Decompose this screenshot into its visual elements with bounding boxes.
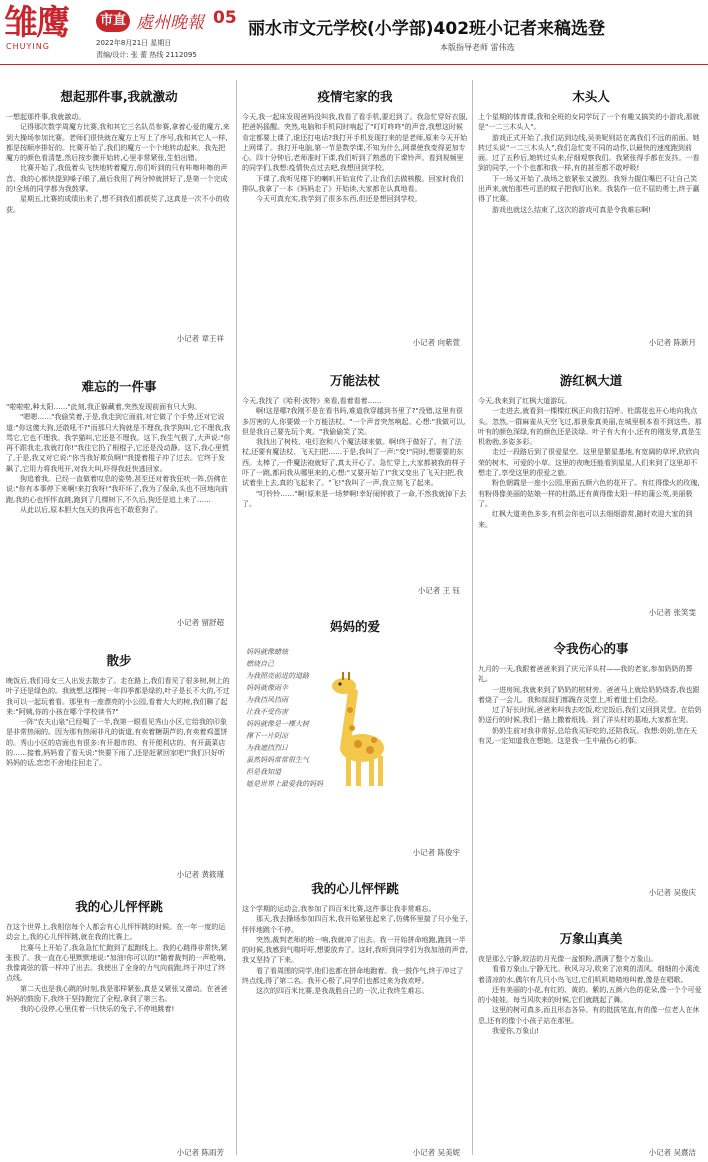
column-divider	[236, 80, 237, 1155]
article-title: 想起那件事,我就激动	[60, 89, 178, 104]
article	[478, 372, 704, 620]
article-title: 我的心儿怦怦跳	[311, 881, 399, 896]
article	[478, 930, 704, 1160]
article-byline: 小记者 向紫萱	[412, 338, 460, 347]
article-body: 一想起那件事,我就激动。 记得那次数学周魔方比赛,我和其它三名队员参赛,拿着心爱的魔方,来到大操场参加比赛。老师们很快就在魔方上写上了序号,我和其它人一样,都是按顺序排好的。比赛开始了,我们的魔方一个个地转动起来。我先把魔方的颜色看清楚,然后按步骤开始转,心里非常紧张,生怕出错。 比赛开始了,我低着头飞快地转着魔方,你们听到的只有咔嚓咔嚓的声音。我的心都快提到嗓子眼了,最后我用了两分钟就拼好了,是第一个完成的!全场的同学都为我鼓掌。 星期五,比赛的成绩出来了,想不到我们都获奖了,这真是一次不小的收获。	[6, 113, 230, 214]
article	[6, 88, 232, 346]
article-title: 游红枫大道	[559, 373, 623, 388]
article	[242, 880, 468, 1160]
article-body: 晚饭后,我们母女三人出发去散步了。走在路上,我们看见了很多树,树上的叶子还是绿色的。我就想,这棵树一年四季都是绿的,叶子是长不大的,不过我可以一起玩着看。那里有一座漂亮的小公园,看着大大的树,我们聊了起来:"阿姨,你的小孩在哪个学校读书?" 一阵"农夫山泉"已经喝了一半,我第一眼看见秀山小区,它给我的印象是非常热闹的。因为那有热闹非凡的街道,有卖着糖葫芦的,有卖着鸡蛋饼的。秀山小区的店面也有很多:有开超市的、有开便利店的、有开蔬菜店的……接着,妈妈看了看天说:"快要下雨了,还是赶紧回家吧!"我们只好听妈妈的话,恋恋不舍地往回走了。	[6, 677, 230, 768]
article	[242, 88, 468, 350]
article-body: 今天,我来到了红枫大道游玩。 一走进去,就看到一棵棵红枫正向我打招呼。杜鹃花也开心地向我点头。忽然,一群麻雀从天空飞过,那景象真美丽,在城里根本看不到这些。那叶有的颜色深绿,有的颜色还是淡绿。叶子有大有小,还有的刚发芽,真是生机勃勃,多姿多彩。 走过一段路后到了很爱星空。这里是繁星基地,有宽阔的草坪,欣欣向荣的树木、可爱的小草。这里的夜晚还能看到星星,人们来到了这里却不想走了,享受这里的很爱之旅。 粉色朝霞是一座小公园,里面五颜六色的花开了。有红得像火的玫瑰,有粉得像美丽的姑娘一样的杜鹃,还有黄得像太阳一样的蒲公英,美丽极了。 红枫大道美色多多,有机会你也可以去细细游赏,随时欢迎大家的到来。	[478, 397, 702, 529]
article-byline: 小记者 张笑雯	[648, 608, 696, 617]
article	[478, 88, 704, 350]
article-byline: 小记者 吴熹洁	[648, 1148, 696, 1157]
editor-info: 责编/设计: 张 蕾 热线 2112095	[96, 51, 197, 59]
article	[242, 618, 468, 860]
article-title: 木头人	[572, 89, 610, 104]
page-number: 05	[213, 8, 237, 28]
masthead-divider	[0, 64, 708, 65]
article	[478, 640, 704, 900]
article-body: 今天,我找了《哈利·波特》来看,看着看着…… 啊!这是哪?我刚不是在看书吗,难道我穿越到书里了?"没错,这里有很多厉害的人,你要做一个万能法杖。"一个声音突然响起。心想:"我做可以,但是我自己要先玩个爽。"我偷偷笑了笑。 我找出了树枝、电灯泡和八个魔法球来做。啊!终于做好了。有了法杖,还要有魔法杖、飞天扫把……于是,我叫了一声:"变!"同时,想要要的东西。太棒了,一件魔法袍就好了,真太开心了。急忙穿上,大家都被我的样子吓了一跳,都问我从哪里来的,心想:"又要开始了!"我又变出了飞天扫把,我试着坐上去,真的飞起来了。"飞!"我叫了一声,我立刻飞了起来。 "叮铃铃……"啊!原来是一场梦啊!幸好闹钟救了一命,不然我就掉下去了。	[242, 397, 467, 508]
article-body: 九月的一天,我跟着爸爸来到了庆元洋头村——我的老家,参加奶奶的葬礼。 一进房间,我就来到了奶奶的棺材旁。爸爸马上就给奶奶烧香,我也跟着烧了一会儿。我和叔叔们都跪在灵堂上,听着道士们念经。 过了好长时间,爸爸来叫我去吃饭,吃完饭后,我们又回到灵堂。在给奶奶送行的时候,我们一路上撒着纸钱。到了洋头村的墓地,大家都在哭。 奶奶生前对我非常好,总给我买好吃的,还陪我玩。我想:奶奶,您在天有灵,一定知道我在想她。这是我一生中最伤心的事。	[478, 665, 702, 746]
article-title: 疫情宅家的我	[317, 89, 393, 104]
article-byline: 小记者 王 钰	[417, 586, 460, 595]
page-headline: 丽水市文元学校(小学部)402班小记者来稿选登	[248, 19, 606, 39]
article-title: 万象山真美	[559, 931, 623, 946]
article-byline: 小记者 陈俊宇	[412, 848, 460, 857]
article-byline: 小记者 章王祥	[176, 334, 224, 343]
section-badge: 市直	[96, 10, 130, 32]
poem-body: 妈妈就像蜡烛 燃烧自己 为我照亮前进的道路 妈妈就像雨伞 为我挡风挡雨 让我不受伤害 妈妈就像是一棵大树 撑下一片阴凉 为我遮挡烈日 虽然妈妈常常很生气 但是我知道 她是世界上最爱我的妈妈	[246, 648, 323, 788]
article	[242, 372, 468, 598]
article-title: 难忘的一件事	[81, 379, 157, 394]
article-title: 令我伤心的事	[553, 641, 629, 656]
article-byline: 小记者 黄筱瑾	[176, 870, 224, 879]
article-body: "啦啦啦,种太阳……"此刻,我正躲藏着,突然发现前面有只大狗。 "嗯嗯……"我偷笑着,于是,我走到它面前,对它做了个手势,还对它说道:"你这傻大狗,还敢吼不?"而那只大狗就是不理我,我学狗叫,它不理我,我骂它,它也不理我。我学猫叫,它还是不理我。这下,我生气极了,大声说:"你再不跟我走,我就打你!"我往它扔了根棍子,它还是没动静。这下,我心里慌了,于是,我又对它说:"你当我好欺负啊!"我提着棍子冲了过去。它终于发飙了,它用力将我甩开,对我大叫,吓得我赶快逃回家。 狗追着我。已经一直做着叹息的姿势,甚至还对着我狂吠一阵,仿佛在说:"你有本事停下来啊!来打我呀!"我吓坏了,我为了保命,头也不回地向前跑,我的心也怦怦直跳,跑到了几棵树下,不久后,狗还是追上来了…… 从此以后,原本胆大包天的我再也不敢惹狗了。	[6, 403, 231, 514]
article-title: 万能法杖	[329, 373, 380, 388]
article-byline: 小记者 留舒超	[176, 618, 224, 627]
article-title: 散步	[106, 653, 132, 668]
paper-name: 處州晚報	[136, 13, 204, 33]
article-byline: 小记者 吴美妮	[412, 1148, 460, 1157]
masthead	[0, 0, 708, 62]
article-title: 我的心儿怦怦跳	[75, 899, 163, 914]
article-body: 在这个世界上,我相信每个人都会有心儿怦怦跳的时候。在一年一度的运动会上,我的心儿怦怦跳,就在我的比赛上。 比赛马上开始了,我急急忙忙跑到了起跑线上。我的心跳得非常快,紧张极了。我一直在心里默默地说:"加油!你可以的!"随着裁判的一声枪响,我像离弦的箭一样冲了出去。我使出了全身的力气向前跑,终于冲过了终点线。 第二天也是我心跳的时刻,我是那样紧张,真是又紧张又激动。在爸爸妈妈的鼓励下,我终于坚持跑完了全程,拿到了第三名。 我的心没停,心里住着一只快乐的兔子,不停地跳着!	[6, 923, 228, 1014]
logo-subtitle: CHUYING	[6, 42, 50, 51]
article-body: 今天,我一起床发现爸妈没叫我,我看了看手机,要迟到了。我急忙穿好衣服,把爸妈摇醒。突然,电脑和手机同时响起了"叮叮咚咚"的声音,我想这时候肯定都要上课了,谁还打电话?我打开手机发现打来的是老师,原来今天开始上网课了。我打开电脑,第一节是数学课,不知为什么,网课使我变得更加专心。四十分钟后,老师准时下课,我们听到了熟悉的下课铃声。看到视频里的同学们,我想:疫情快点过去吧,我想回到学校。 下课了,我听见楼下的喇叭开始宣传了,让我们去做核酸。回家时我们排队,我拿了一本《妈妈走了》开始读,大家都在认真地看。 今天可真充实,我学到了很多东西,但还是想回到学校。	[242, 113, 468, 204]
column-divider	[472, 80, 473, 1155]
advisor-line: 本版指导老师 雷伟选	[440, 43, 515, 52]
newspaper-logo: 雏鹰	[4, 3, 68, 43]
article-title: 妈妈的爱	[329, 619, 380, 634]
article-byline: 小记者 陈新月	[648, 338, 696, 347]
article-body: 这个学期的运动会,我参加了四百米比赛,这件事让我非常难忘。 那天,我去操场参加四百米,我开始紧张起来了,仿佛怀里揣了只小兔子,怦怦地跳个不停。 突然,裁判老师的枪一响,我就冲了出去。我一开始拼命地跑,跑到一半的时候,我感到气喘吁吁,想要放弃了。这时,我听到同学们为我加油的声音,我又坚持了下来。 看了看周围的同学,他们也都在拼命地跑着。我一鼓作气,终于冲过了终点线,得了第二名。我开心极了,同学们也都过来为我欢呼。 这次的四百米比赛,是我战胜自己的一次,让我终生难忘。	[242, 905, 468, 996]
article	[6, 378, 232, 630]
article-body: 夜是那么宁静,皎洁的月光像一盆银粉,洒满了整个万象山。 看看万象山,宁静无比。秋风习习,吹来了凉爽的清风。细细的小溪流着清凉的水,偶尔有几只小鸟飞过,它们叽叽喳喳地叫着,像是在唱歌。 还有美丽的小花,有红的、黄的、紫的,五颜六色的花朵,像一个个可爱的小娃娃。每当风吹来的时候,它们就跳起了舞。 这里的树可真多,而且形态各异。有的挺拔笔直,有的像一位老人在休息,还有的像个小孩子站在那里。 我爱你,万象山!	[478, 955, 702, 1036]
article	[6, 652, 232, 882]
article-byline: 小记者 陈雨芳	[176, 1148, 224, 1157]
giraffe-illustration	[314, 670, 394, 790]
article-body: 上个星期的体育课,我和全班的女同学玩了一个有趣又搞笑的小游戏,那就是"一二三木头人"。 游戏正式开始了,我们站到边线,吴美妮则站在离我们不远的前面。她转过头说"一二三木头人",我们急忙变不同的动作,以最快的速度跑到前面。过了五秒后,她转过头来,仔细观察我们。我紧张得手都在发抖。一看到的同学,一个个也都和我一样,有的甚至都不敢呼吸! 下一场又开始了,战场之旅紧张又激烈。我努力握住嘴巴不让自己笑出声来,就怕那些可恶的蚊子把我叮出来。我装作一位不屈的勇士,终于赢得了比赛。 游戏也就这么结束了,这次的游戏可真是令我难忘啊!	[478, 113, 700, 214]
article-byline: 小记者 吴俊庆	[648, 888, 696, 897]
article	[6, 898, 232, 1160]
issue-date: 2022年8月21日 星期日	[96, 39, 172, 47]
